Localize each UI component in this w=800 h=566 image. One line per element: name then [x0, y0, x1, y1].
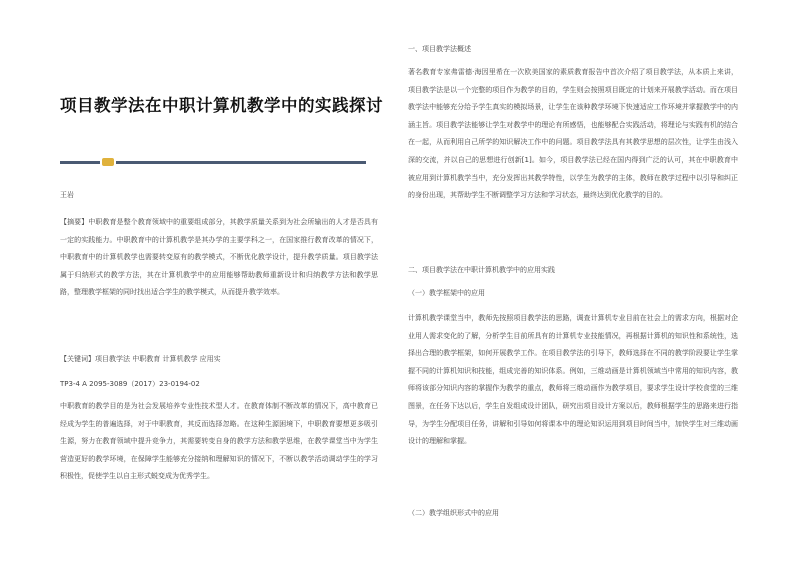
section1-paragraph: 著名教育专家弗雷德·海因里希在一次欧美国家的素质教育报告中首次介绍了项目教学法，从本质上来讲，项目教学法是以一个完整的项目作为教学的目的，学生则会按照项目既定的计划来开展教学活动。而在项目教学法中能够充分给予学生真实的模拟场景，让学生在该种教学环境下快速适应工作环境并掌握教学中的内涵主旨。项目教学法能够让学生对教学中的理论有所感悟，也能够配合实践活动，将理论与实践有机的结合在一起，从而利用自己所学的知识解决工作中的问题。项目教学法具有其教学思想的层次性，让学生由浅入深的交流，并以自己的思想进行创新[1]。如今，项目教学法已经在国内得到广泛的认可，其在中职教育中被应用到计算机教学当中，充分发挥出其教学特性，以学生为教学的主体，教师在教学过程中以引导和纠正的身份出现，其帮助学生不断调整学习方法和学习状态，最终达到优化教学的目的。 — [408, 68, 738, 200]
abstract-paragraph: 【摘要】中职教育是整个教育领域中的重要组成部分，其教学质量关系到为社会所输出的人才是否具有一定的实践能力。中职教育中的计算机教学是其办学的主要学科之一，在国家推行教育改革的情况下，中职教育中的计算机教学也需要转变原有的教学模式，不断优化教学设计，提升教学质量。项目教学法属于归纳形式的教学方法，其在计算机教学中的应用能够帮助教师重新设计和归纳教学方法和教学思路，整理教学框架的同时找出适合学生的教学模式，从而提升教学效率。 — [60, 218, 378, 297]
divider-right-segment — [116, 161, 366, 164]
title-divider — [60, 161, 366, 164]
page-title: 项目教学法在中职计算机教学中的实践探讨 — [60, 96, 383, 115]
subsection2-heading: （二）教学组织形式中的应用 — [408, 509, 499, 517]
subsection1-paragraph: 计算机教学课堂当中，教师先按照项目教学法的思路，调查计算机专业目前在社会上的需求方向，根据对企业用人需求变化的了解，分析学生目前所具有的计算机专业技能情况，再根据计算机的知识性和系统性，选择出合理的教学框架，如何开展教学工作。在项目教学法的引导下，教师选择在不同的教学阶段要让学生掌握不同的计算机知识和技能，组成完善的知识体系。例如，三维动画是计算机领域当中常用的知识内容，教师将该部分知识内容的掌握作为教学的重点，教师将三维动画作为教学项目，要求学生设计学校食堂的三维图景，在任务下达以后，学生自发组成设计团队，研究出项目设计方案以后，教师根据学生的思路来进行指导，为学生分配项目任务，讲解和引导如何将课本中的理论知识运用到项目时间当中，加快学生对三维动画设计的理解和掌握。 — [408, 314, 738, 446]
divider-gold-marker — [102, 158, 114, 166]
section1-heading: 一、项目教学法概述 — [408, 45, 471, 53]
keywords-line: 【关键词】项目教学法 中职教育 计算机教学 应用实 — [60, 355, 221, 363]
author-name: 王岩 — [60, 191, 74, 199]
classification-code: TP3-4 A 2095-3089（2017）23-0194-02 — [60, 380, 200, 388]
subsection1-heading: （一）教学框架中的应用 — [408, 289, 485, 297]
divider-left-segment — [60, 161, 100, 164]
intro-paragraph: 中职教育的教学目的是为社会发展培养专业性技术型人才。在教育体制不断改革的情况下，高中教育已经成为学生的普遍选择，对于中职教育，其反而选择忽略。在这种生源困境下，中职教育要想更多吸引生源，努力在教育领域中提升竞争力，其需要转变自身的教学方法和教学思维，在教学课堂当中为学生营造更好的教学环境，在保障学生能够充分接纳和理解知识的情况下，不断以教学活动调动学生的学习积极性，促使学生以自主形式蜕变成为优秀学生。 — [60, 402, 378, 481]
section2-heading: 二、项目教学法在中职计算机教学中的应用实践 — [408, 266, 555, 274]
